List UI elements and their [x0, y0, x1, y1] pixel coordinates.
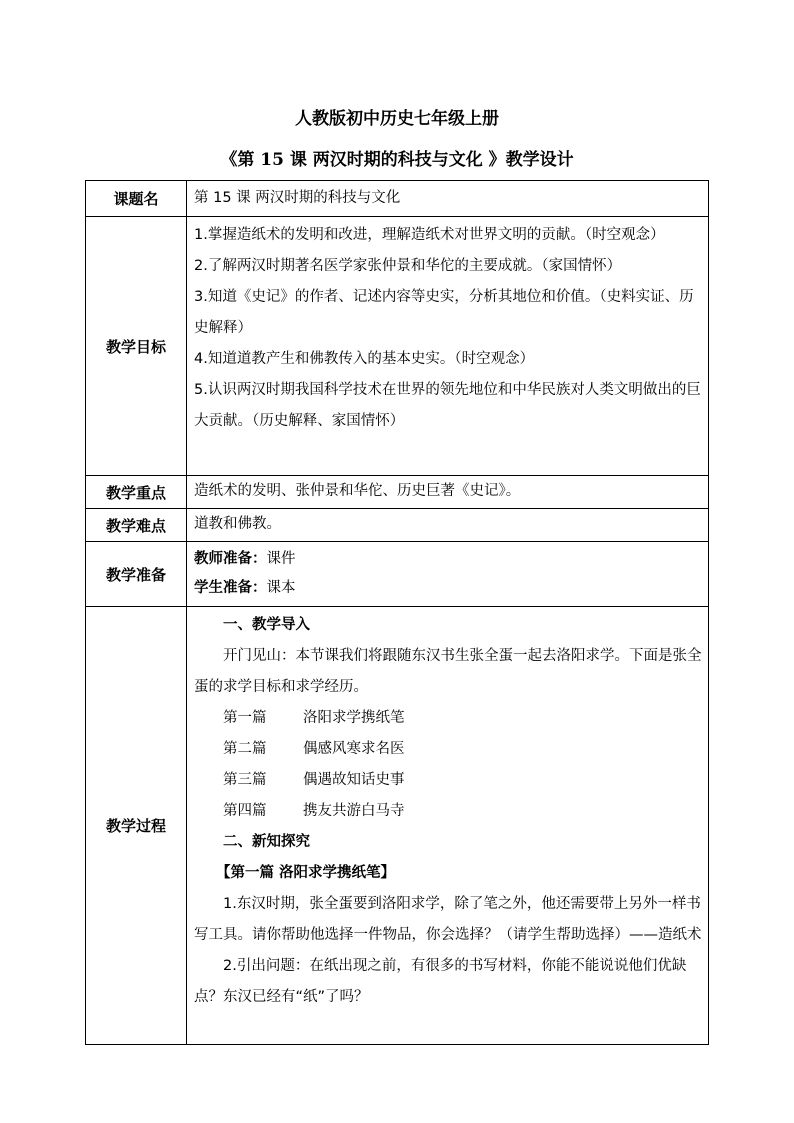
row-difficulties: [86, 509, 709, 542]
intro-text: 开门见山：本节课我们将跟随东汉书生张全蛋一起去洛阳求学。下面是张全蛋的求学目标和求学经历。: [194, 648, 702, 695]
document-title: 人教版初中历史七年级上册: [295, 109, 499, 129]
row-process: [86, 607, 709, 1045]
chapter-item: [194, 703, 702, 734]
chapter-number: 第三篇: [223, 772, 267, 788]
value-goals: [187, 217, 709, 476]
label-topic: 课题名: [86, 181, 187, 217]
student-prep: [194, 574, 702, 603]
value-key-points: [187, 476, 709, 509]
difficulties-text: 道教和佛教。: [194, 516, 281, 532]
goal-item: 4.知道道教产生和佛教传入的基本史实。（时空观念）: [194, 351, 535, 367]
student-prep-value: 课本: [266, 580, 296, 596]
part-one-title: 【第一篇 洛阳求学携纸笔】: [216, 865, 396, 881]
label-key-points: 教学重点: [86, 476, 187, 509]
section-explore-title: 二、新知探究: [223, 834, 310, 850]
value-difficulties: [187, 509, 709, 542]
topic-text: 第 15 课 两汉时期的科技与文化: [194, 190, 401, 206]
goal-item: 1.掌握造纸术的发明和改进，理解造纸术对世界文明的贡献。（时空观念）: [194, 227, 665, 243]
chapter-number: 第一篇: [223, 710, 267, 726]
row-topic: [86, 181, 709, 217]
chapter-title: 偶遇故知话史事: [303, 772, 405, 788]
chapter-number: 第四篇: [223, 803, 267, 819]
teacher-prep-label: 教师准备：: [194, 551, 267, 567]
goal-item: 3.知道《史记》的作者、记述内容等史实，分析其地位和价值。（史料实证、历史解释）: [194, 289, 694, 336]
teacher-prep-value: 课件: [266, 551, 296, 567]
row-preparation: [86, 542, 709, 607]
chapter-title: 洛阳求学携纸笔: [303, 710, 405, 726]
chapter-title: 携友共游白马寺: [303, 803, 405, 819]
value-preparation: [187, 542, 709, 607]
goal-item: 5.认识两汉时期我国科学技术在世界的领先地位和中华民族对人类文明做出的巨大贡献。（历史解释、家国情怀）: [194, 382, 701, 429]
question-1: 1.东汉时期，张全蛋要到洛阳求学，除了笔之外，他还需要带上另外一样书写工具。请你帮助他选择一件物品，你会选择？（请学生帮助选择）——造纸术: [194, 896, 702, 943]
chapter-item: [194, 734, 702, 765]
teacher-prep: [194, 545, 702, 574]
student-prep-label: 学生准备：: [194, 580, 267, 596]
label-process: 教学过程: [86, 607, 187, 1045]
question-2: 2.引出问题：在纸出现之前，有很多的书写材料，你能不能说说他们优缺点？东汉已经有“纸”了吗？: [194, 958, 687, 1005]
key-points-text: 造纸术的发明、张仲景和华佗、历史巨著《史记》。: [194, 483, 521, 499]
chapter-item: [194, 765, 702, 796]
row-goals: [86, 217, 709, 476]
value-process: [187, 607, 709, 1045]
lesson-plan-table: [85, 180, 709, 1045]
goal-item: 2.了解两汉时期著名医学家张仲景和华佗的主要成就。（家国情怀）: [194, 258, 622, 274]
document-subtitle: 《第 15 课 两汉时期的科技与文化 》教学设计: [220, 150, 574, 170]
section-intro-title: 一、教学导入: [223, 617, 310, 633]
label-goals: 教学目标: [86, 217, 187, 476]
label-preparation: 教学准备: [86, 542, 187, 607]
chapter-number: 第二篇: [223, 741, 267, 757]
value-topic: [187, 181, 709, 217]
row-key-points: [86, 476, 709, 509]
chapter-title: 偶感风寒求名医: [303, 741, 405, 757]
chapter-item: [194, 796, 702, 827]
label-difficulties: 教学难点: [86, 509, 187, 542]
